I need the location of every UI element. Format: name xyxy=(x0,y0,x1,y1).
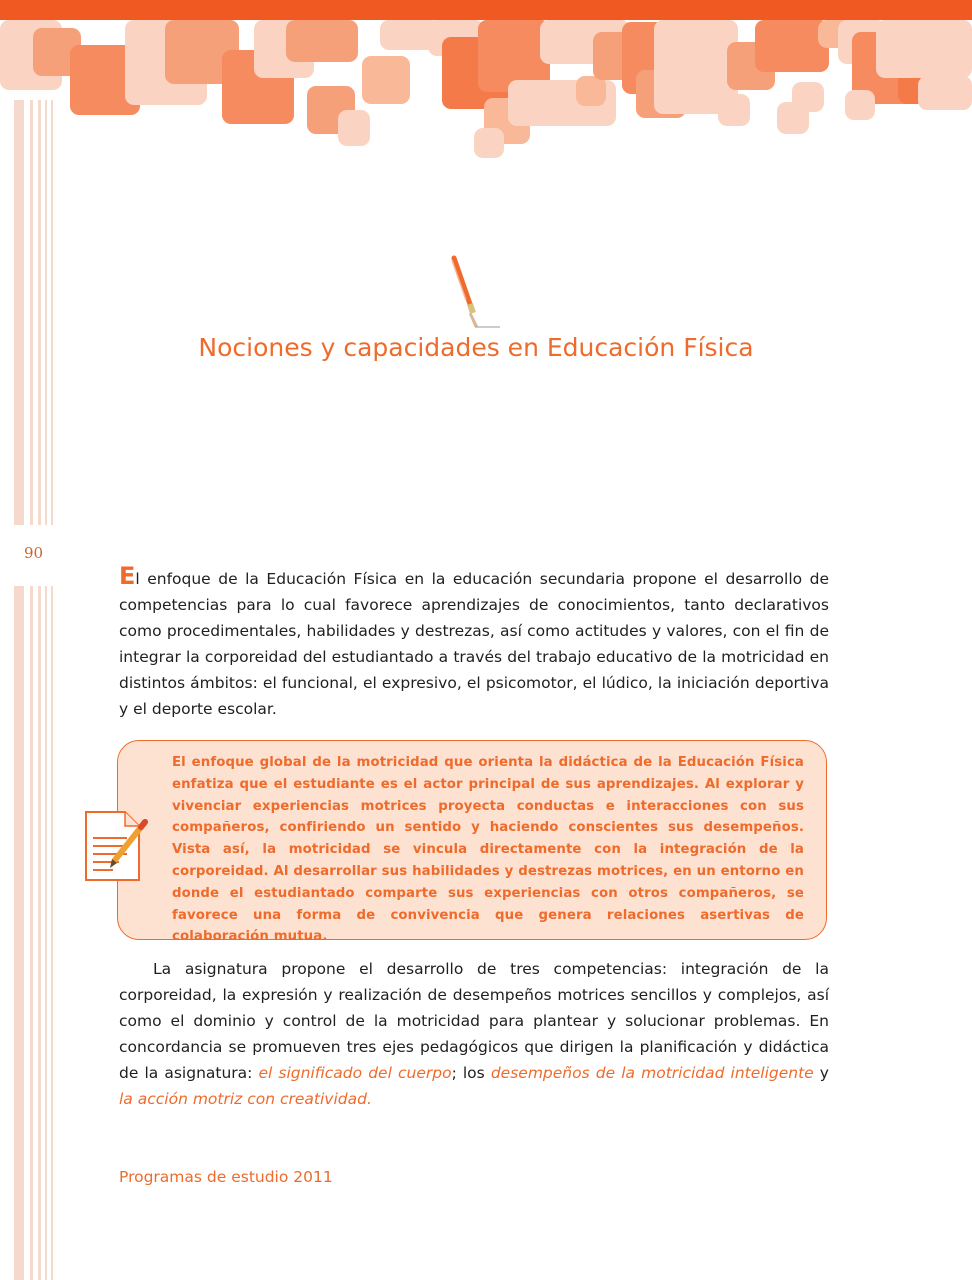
axis-intelligent-motricity: desempeños de la motricidad inteligente xyxy=(490,1064,814,1082)
footer-text: Programas de estudio 2011 xyxy=(119,1168,333,1186)
callout-text: El enfoque global de la motricidad que orienta la didáctica de la Educación Física enfatiza que el estudiante es el actor principal de sus aprendizajes. Al explorar y vivenciar experiencias motrices proyecta conductas e interacciones con sus compañeros, confiriendo un sentido y haciendo conscientes sus desempeños. Vista así, la motricidad se vincula directamente con la integración de la corporeidad. Al desarrollar sus habilidades y destrezas motrices, en un entorno en donde el estudiantado comparte sus experiencias con otros compañeros, se favorece una forma de convivencia que genera relaciones asertivas de colaboración mutua. xyxy=(172,755,804,945)
axis-meaning-of-body: el significado del cuerpo xyxy=(258,1064,452,1082)
body-separator-2: y xyxy=(813,1064,829,1082)
decorative-banner xyxy=(0,20,972,165)
drop-cap: E xyxy=(119,562,136,590)
page-number: 90 xyxy=(24,544,44,562)
axis-creative-motor-action: la acción motriz con creatividad. xyxy=(119,1090,372,1108)
left-stripes-top xyxy=(14,100,58,525)
note-pencil-icon xyxy=(83,808,149,884)
body-paragraph xyxy=(119,956,829,1112)
paintbrush-icon xyxy=(440,254,510,334)
page-title: Nociones y capacidades en Educación Física xyxy=(198,333,754,362)
intro-paragraph xyxy=(119,562,829,722)
body-separator-1: ; los xyxy=(451,1064,491,1082)
intro-text: l enfoque de la Educación Física en la educación secundaria propone el desarrollo de competencias para lo cual favorece aprendizajes de conocimientos, tanto declarativos como procedimentales, habilidades y destrezas, así como actitudes y valores, con el fin de integrar la corporeidad del estudiantado a través del trabajo educativo de la motricidad en distintos ámbitos: el funcional, el expresivo, el psicomotor, el lúdico, la iniciación deportiva y el deporte escolar. xyxy=(119,570,829,718)
top-accent-bar xyxy=(0,0,972,20)
body-text: La asignatura propone el desarrollo de tres competencias: integración de la corporeidad, la expresión y realización de desempeños motrices sencillos y complejos, así como el dominio y control de la motricidad para plantear y solucionar problemas. En concordancia se promueven tres ejes pedagógicos que dirigen la planificación y didáctica de la asignatura: xyxy=(119,960,829,1082)
left-stripes-bottom xyxy=(14,586,58,1280)
callout-box xyxy=(117,740,827,945)
